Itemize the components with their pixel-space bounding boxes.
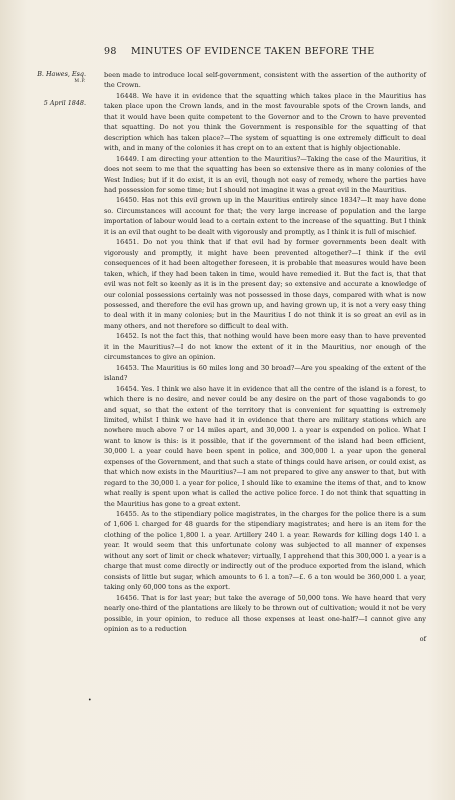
page-number: 98 [104, 46, 117, 57]
paragraph-continued: been made to introduce local self-government, consistent with the assertion of the authority of the Crown. [104, 71, 426, 90]
question-16455: 16455. As to the stipendiary police magistrates, in the charges for the police there is a sum of 1,606 l. charged for 48 guards for the stipendiary magistrates; and here is an item for the clothing of the police 1,800 l. a year. Artillery 240 l. a year. Rewards for killing dogs 140 l. a year. It would seem that this unfortunate colony was subjected to all manner of expenses without any sort of limit or check whatever; virtually, I apprehend that this 300,000 l. a year is a charge that must come directly or indirectly out of the produce exported from the island, which consists of little but sugar, which amounts to 6 l. a ton?—£. 6 a ton would be 360,000 l. a year, taking only 60,000 tons as the export. [104, 510, 426, 592]
catchword: of [419, 635, 426, 644]
margin-date: 5 April 1848. [43, 99, 86, 107]
evidence-text [104, 70, 426, 645]
question-16450: 16450. Has not this evil grown up in the Mauritius entirely since 1834?—It may have done so. Circumstances will account for that; the very large increase of population and the large importation of labour would lead to a certain extent to the increase of the squatting. But I think it is an evil that ought to be dealt with vigorously and promptly, as I think it is full of mischief. [104, 196, 426, 236]
question-16451: 16451. Do not you think that if that evil had by former governments been dealt with vigorously and promptly, it might have been prevented altogether?—I think if the evil consequences of it had been altogether foreseen, it is probable that measures would have been taken, which, if they had been taken in time, would have remedied it. But the fact is, that that evil was not felt so keenly as it is in the present day; so extensive and accurate a knowledge of our colonial possessions certainly was not possessed in those days, compared with what is now possessed, and therefore the evil has grown up, and having grown up, it is not a very easy thing to deal with it in many colonies; but in the Mauritius I do not think it is so great an evil as in many others, and not therefore so difficult to deal with. [104, 238, 426, 330]
question-16448: 16448. We have it in evidence that the squatting which takes place in the Mauritius has taken place upon the Crown lands, and in the most favourable spots of the Crown lands, and that it would have been quite competent to the Governor and to the Crown to have prevented that squatting. Do not you think the Government is responsible for the squatting of that description which has taken place?—The system of squatting is one extremely difficult to deal with, and in many of the colonies it has crept on to an extent that is highly objectionable. [104, 91, 426, 153]
bullet-mark: • [88, 697, 92, 704]
witness-name: B. Hawes, Esq. [37, 70, 86, 78]
question-16454: 16454. Yes. I think we also have it in evidence that all the centre of the island is a forest, to which there is no desire, and never could be any desire on the part of those vagabonds to go and squat, so that the extent of the territory that is convenient for squatting is extremely limited, whilst I think we have had it in evidence that there are military stations which are nowhere much above 7 or 14 miles apart, and 30,000 l. a year is expended on police. What I want to know is this: is it possible, that if the government of the island had been efficient, 30,000 l. a year could have been spent in police, and 300,000 l. a year upon the general expenses of the Government, and that such a state of things could have arisen, or could exist, as that which now exists in the Mauritius?—I am not prepared to give any answer to that, but with regard to the 30,000 l. a year for police, I should like to examine the items of that, and to know what really is spent upon what is called the active police force. I do not think that squatting in the Mauritius has gone to a great extent. [104, 384, 426, 508]
question-16453: 16453. The Mauritius is 60 miles long and 30 broad?—Are you speaking of the extent of the island? [104, 363, 426, 383]
question-16452: 16452. Is not the fact this, that nothing would have been more easy than to have prevented it in the Mauritius?—I do not know the extent of it in the Mauritius, nor enough of the circumstances to give an opinion. [104, 332, 426, 362]
margin-witness [26, 70, 86, 86]
running-title: MINUTES OF EVIDENCE TAKEN BEFORE THE [131, 46, 375, 57]
question-16456: 16456. That is for last year; but take the average of 50,000 tons. We have heard that very nearly one-third of the plantations are likely to be thrown out of cultivation; would it not be very possible, in your opinion, to reduce all those expenses at least one-half?—I cannot give any opinion as to a reduction [104, 593, 426, 634]
question-16449: 16449. I am directing your attention to the Mauritius?—Taking the case of the Mauritius, it does not seem to me that the squatting has been so extensive there as in many colonies of the West Indies; but if it do exist, it is an evil, though not easy of remedy, where the parties have had possession for some time; but I should not imagine it was a great evil in the Mauritius. [104, 154, 426, 194]
witness-suffix: M.P. [74, 79, 86, 84]
